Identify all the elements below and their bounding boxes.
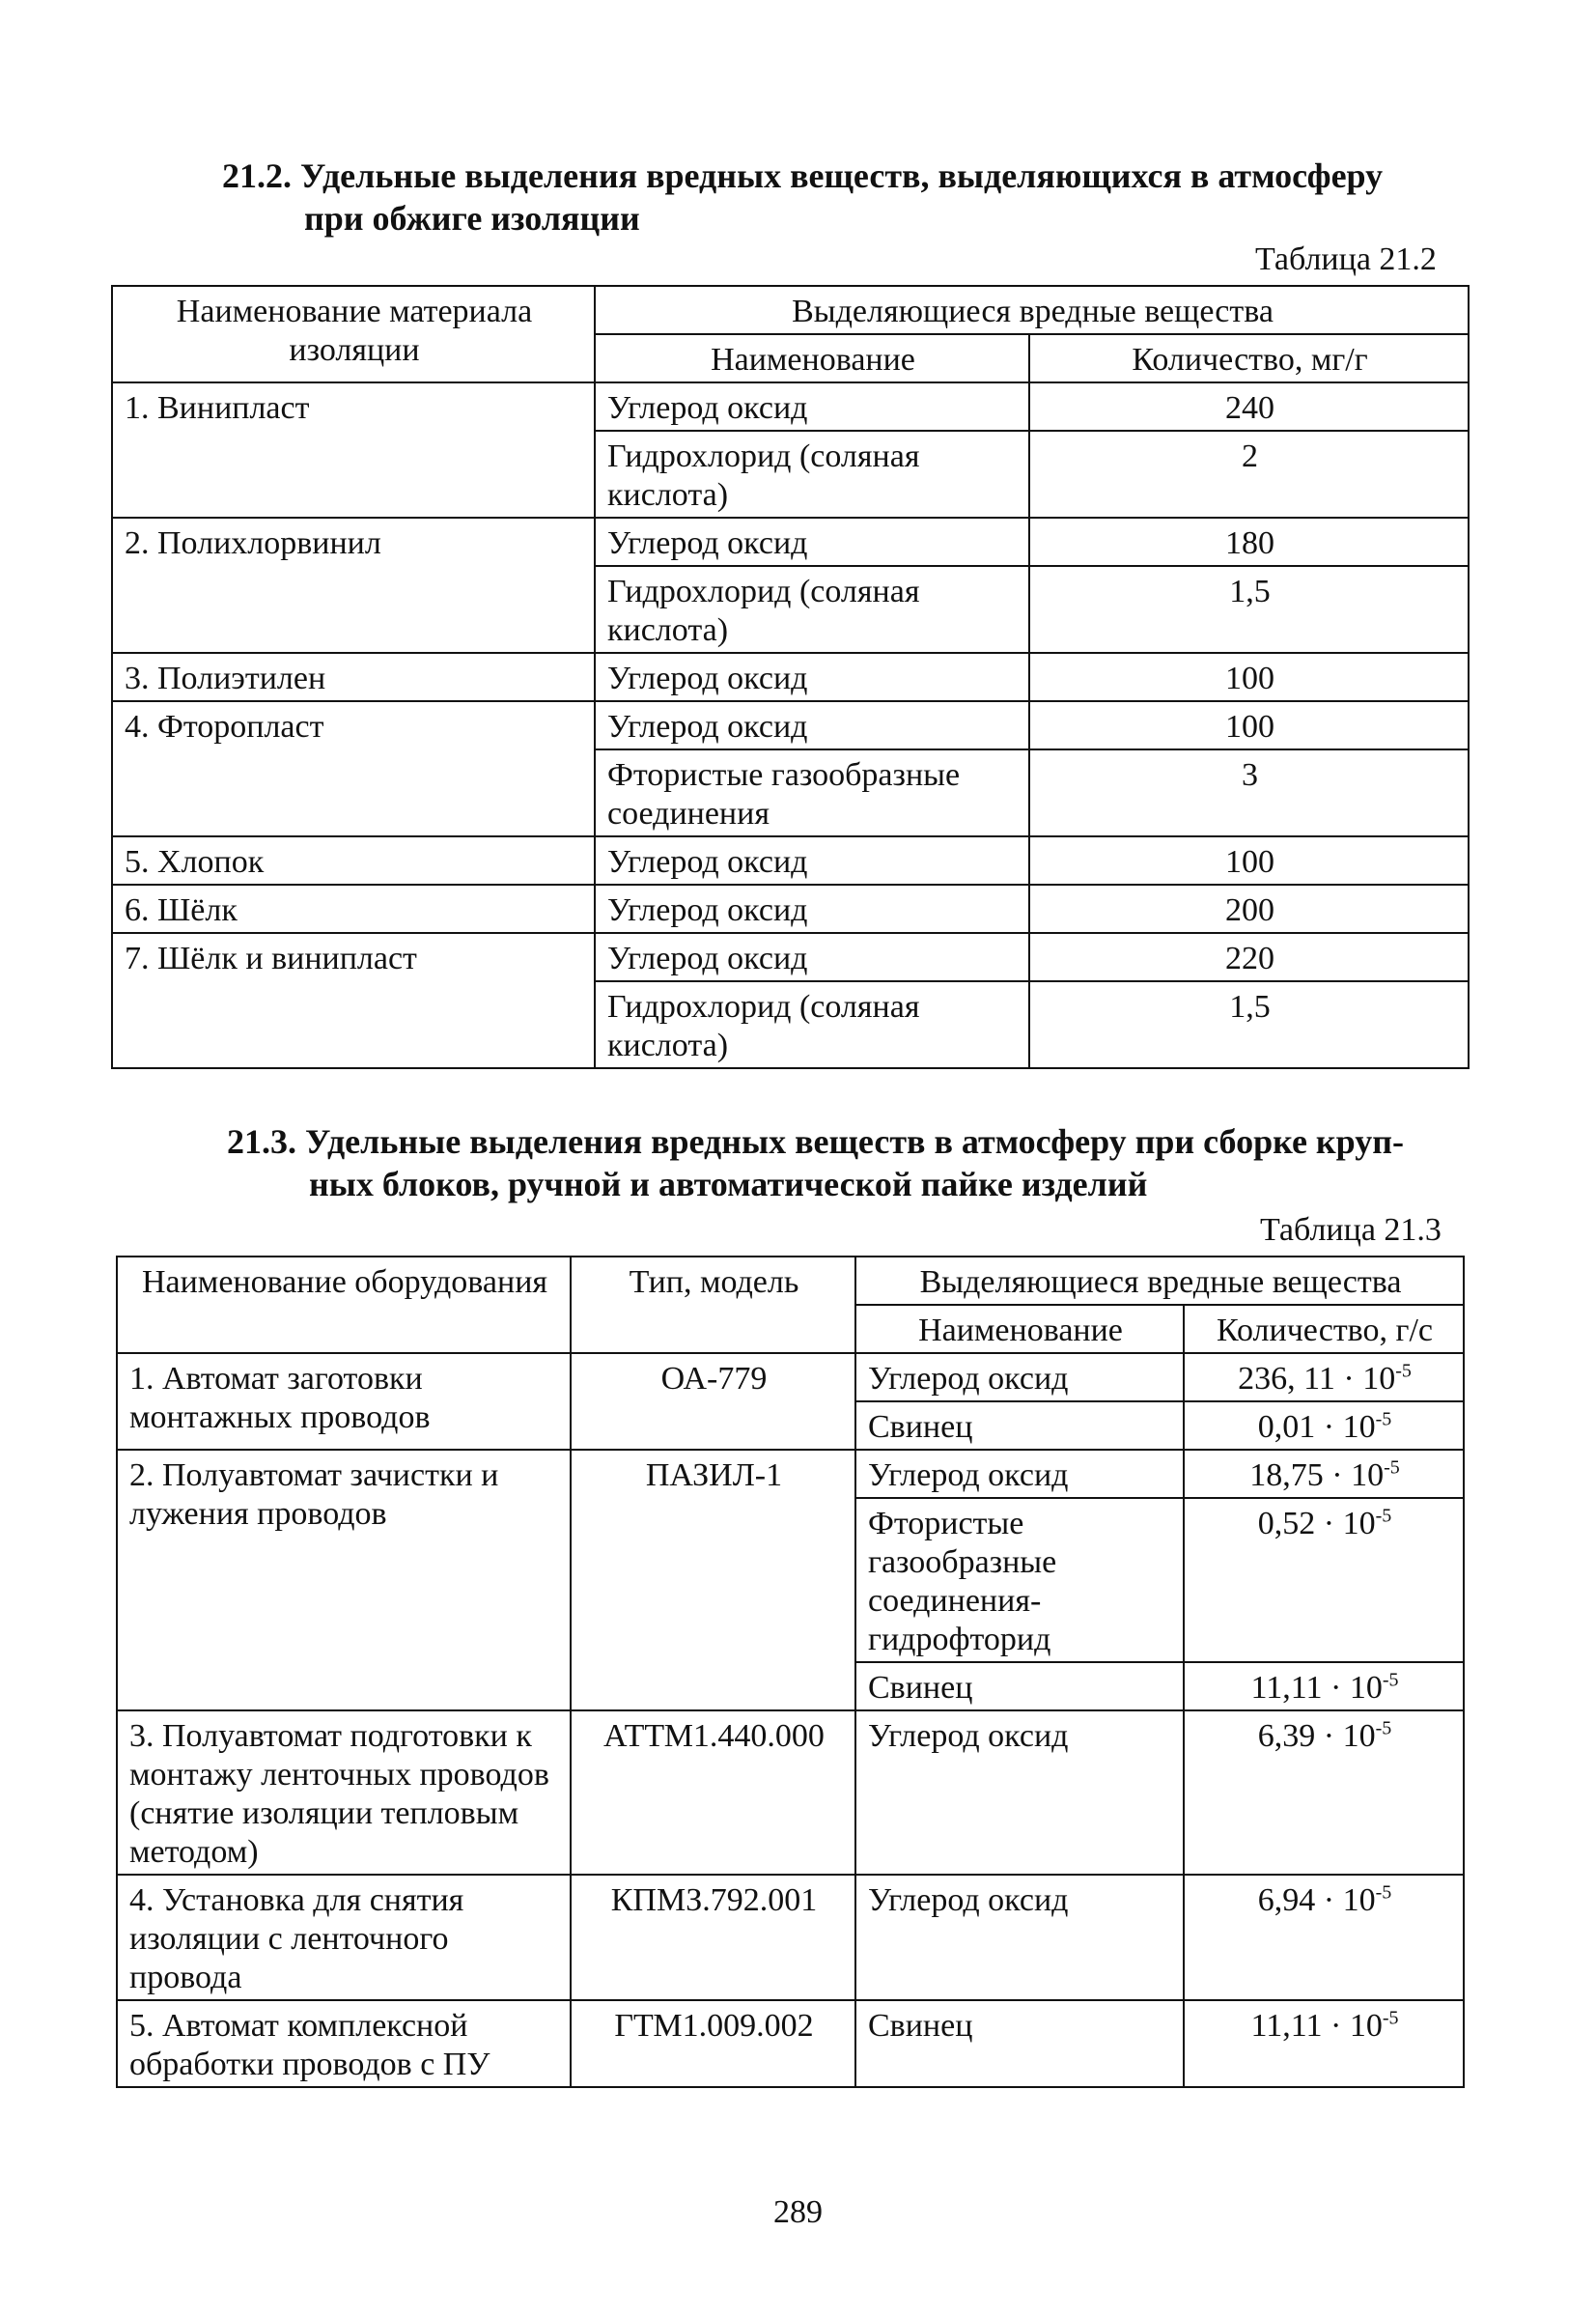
substance-cell: Углерод оксид: [595, 382, 1029, 431]
amount-mantissa: 0,52: [1257, 1506, 1316, 1541]
amount-cell: $0,01 \cdot 10^{-5}$: [1184, 1401, 1464, 1450]
model-cell: АТТМ1.440.000: [571, 1710, 855, 1875]
header-substances: Выделяющиеся вредные вещества: [855, 1257, 1464, 1305]
equipment-cell: 5. Автомат комплексной обработки проводов с ПУ: [117, 2000, 571, 2087]
section-title-line2: ных блоков, ручной и автоматической пайке изделий: [309, 1165, 1148, 1203]
section-21-3-heading: [227, 1120, 1482, 1205]
table-21-2-caption: Таблица 21.2: [1255, 241, 1437, 277]
material-cell: 5. Хлопок: [112, 836, 595, 885]
amount-exponent: -5: [1375, 1505, 1392, 1527]
model-cell: ОА-779: [571, 1353, 855, 1450]
substance-cell: Гидрохлорид (соляная кислота): [595, 431, 1029, 518]
amount-cell: $6,94 \cdot 10^{-5}$: [1184, 1875, 1464, 2000]
substance-cell: Свинец: [855, 2000, 1184, 2087]
table-21-3-caption: Таблица 21.3: [1260, 1212, 1442, 1248]
table-row: [117, 1353, 1464, 1401]
header-name: Наименование: [595, 334, 1029, 382]
header-equipment: Наименование оборудования: [117, 1257, 571, 1353]
substance-cell: Фтористые газообразные соединения-гидрофторид: [855, 1498, 1184, 1662]
substance-cell: Углерод оксид: [595, 518, 1029, 566]
model-cell: ПАЗИЛ-1: [571, 1450, 855, 1710]
substance-cell: Углерод оксид: [595, 933, 1029, 981]
amount-base: 10: [1351, 1457, 1385, 1493]
amount-base: 10: [1349, 2008, 1383, 2044]
amount-cell: 1,5: [1029, 981, 1469, 1068]
substance-cell: Углерод оксид: [595, 701, 1029, 749]
page-number: 289: [773, 2194, 823, 2230]
header-material: Наименование материала изоляции: [112, 286, 595, 382]
amount-cell: 3: [1029, 749, 1469, 836]
table-row: [112, 382, 1469, 431]
amount-exponent: -5: [1375, 1717, 1392, 1739]
amount-base: 10: [1342, 1409, 1376, 1445]
amount-cell: 200: [1029, 885, 1469, 933]
substance-cell: Углерод оксид: [855, 1353, 1184, 1401]
table-row: [117, 1875, 1464, 2000]
equipment-cell: 3. Полуавтомат подготовки к монтажу ленточных проводов (снятие изоляции тепловым методом): [117, 1710, 571, 1875]
amount-cell: 240: [1029, 382, 1469, 431]
amount-cell: 2: [1029, 431, 1469, 518]
substance-cell: Углерод оксид: [855, 1875, 1184, 2000]
table-21-2: [111, 285, 1470, 1069]
substance-cell: Свинец: [855, 1401, 1184, 1450]
section-title-line1: Удельные выделения вредных веществ, выделяющихся в атмосферу: [300, 156, 1384, 195]
amount-base: 10: [1362, 1361, 1396, 1397]
amount-mantissa: 0,01: [1257, 1409, 1316, 1445]
amount-base: 10: [1342, 1882, 1376, 1918]
material-cell: 6. Шёлк: [112, 885, 595, 933]
amount-cell: 220: [1029, 933, 1469, 981]
substance-cell: Свинец: [855, 1662, 1184, 1710]
amount-cell: 1,5: [1029, 566, 1469, 653]
material-cell: 1. Винипласт: [112, 382, 595, 518]
table-row: [117, 1450, 1464, 1498]
header-amount: Количество, г/с: [1184, 1305, 1464, 1353]
section-title-line1: Удельные выделения вредных веществ в атмосферу при сборке круп-: [305, 1122, 1404, 1161]
substance-cell: Углерод оксид: [595, 836, 1029, 885]
amount-mantissa: 11,11: [1250, 1670, 1323, 1706]
table-row: [112, 518, 1469, 566]
table-row: [112, 653, 1469, 701]
header-model: Тип, модель: [571, 1257, 855, 1353]
equipment-cell: 4. Установка для снятия изоляции с ленточного провода: [117, 1875, 571, 2000]
amount-mantissa: 6,39: [1257, 1718, 1316, 1754]
table-row: [112, 836, 1469, 885]
amount-mantissa: 6,94: [1257, 1882, 1316, 1918]
section-number: 21.2.: [222, 156, 292, 195]
substance-cell: Гидрохлорид (соляная кислота): [595, 566, 1029, 653]
section-title-line2: при обжиге изоляции: [304, 199, 640, 238]
substance-cell: Углерод оксид: [595, 653, 1029, 701]
section-number: 21.3.: [227, 1122, 296, 1161]
substance-cell: Углерод оксид: [855, 1710, 1184, 1875]
amount-cell: $11,11 \cdot 10^{-5}$: [1184, 2000, 1464, 2087]
amount-cell: $18,75 \cdot 10^{-5}$: [1184, 1450, 1464, 1498]
model-cell: КПМЗ.792.001: [571, 1875, 855, 2000]
material-cell: 4. Фторопласт: [112, 701, 595, 836]
section-21-2-heading: [222, 155, 1477, 240]
table-row: [112, 701, 1469, 749]
material-cell: 7. Шёлк и винипласт: [112, 933, 595, 1068]
substance-cell: Углерод оксид: [855, 1450, 1184, 1498]
amount-base: 10: [1342, 1506, 1376, 1541]
amount-cell: $0,52 \cdot 10^{-5}$: [1184, 1498, 1464, 1662]
amount-exponent: -5: [1375, 1408, 1392, 1430]
amount-exponent: -5: [1384, 1456, 1400, 1479]
amount-cell: 236, $11 \cdot 10^{-5}$: [1184, 1353, 1464, 1401]
amount-base: 10: [1349, 1670, 1383, 1706]
amount-cell: $11,11 \cdot 10^{-5}$: [1184, 1662, 1464, 1710]
amount-mantissa: 18,75: [1249, 1457, 1324, 1493]
amount-cell: 180: [1029, 518, 1469, 566]
model-cell: ГТМ1.009.002: [571, 2000, 855, 2087]
table-row: [112, 885, 1469, 933]
table-21-3: [116, 1256, 1465, 2088]
amount-mantissa: 236, 11: [1238, 1361, 1335, 1397]
material-cell: 2. Полихлорвинил: [112, 518, 595, 653]
amount-exponent: -5: [1382, 2007, 1399, 2029]
amount-cell: $6,39 \cdot 10^{-5}$: [1184, 1710, 1464, 1875]
substance-cell: Фтористые газообразные соединения: [595, 749, 1029, 836]
amount-exponent: -5: [1395, 1360, 1412, 1382]
table-row: [112, 933, 1469, 981]
equipment-cell: 2. Полуавтомат зачистки и лужения проводов: [117, 1450, 571, 1710]
amount-exponent: -5: [1375, 1881, 1392, 1904]
table-row: [117, 2000, 1464, 2087]
amount-cell: 100: [1029, 653, 1469, 701]
table-row: [117, 1710, 1464, 1875]
amount-cell: 100: [1029, 701, 1469, 749]
amount-mantissa: 11,11: [1250, 2008, 1323, 2044]
material-cell: 3. Полиэтилен: [112, 653, 595, 701]
substance-cell: Углерод оксид: [595, 885, 1029, 933]
header-name: Наименование: [855, 1305, 1184, 1353]
amount-exponent: -5: [1382, 1669, 1399, 1691]
header-amount: Количество, мг/г: [1029, 334, 1469, 382]
header-substances: Выделяющиеся вредные вещества: [595, 286, 1469, 334]
amount-base: 10: [1342, 1718, 1376, 1754]
equipment-cell: 1. Автомат заготовки монтажных проводов: [117, 1353, 571, 1450]
amount-cell: 100: [1029, 836, 1469, 885]
substance-cell: Гидрохлорид (соляная кислота): [595, 981, 1029, 1068]
